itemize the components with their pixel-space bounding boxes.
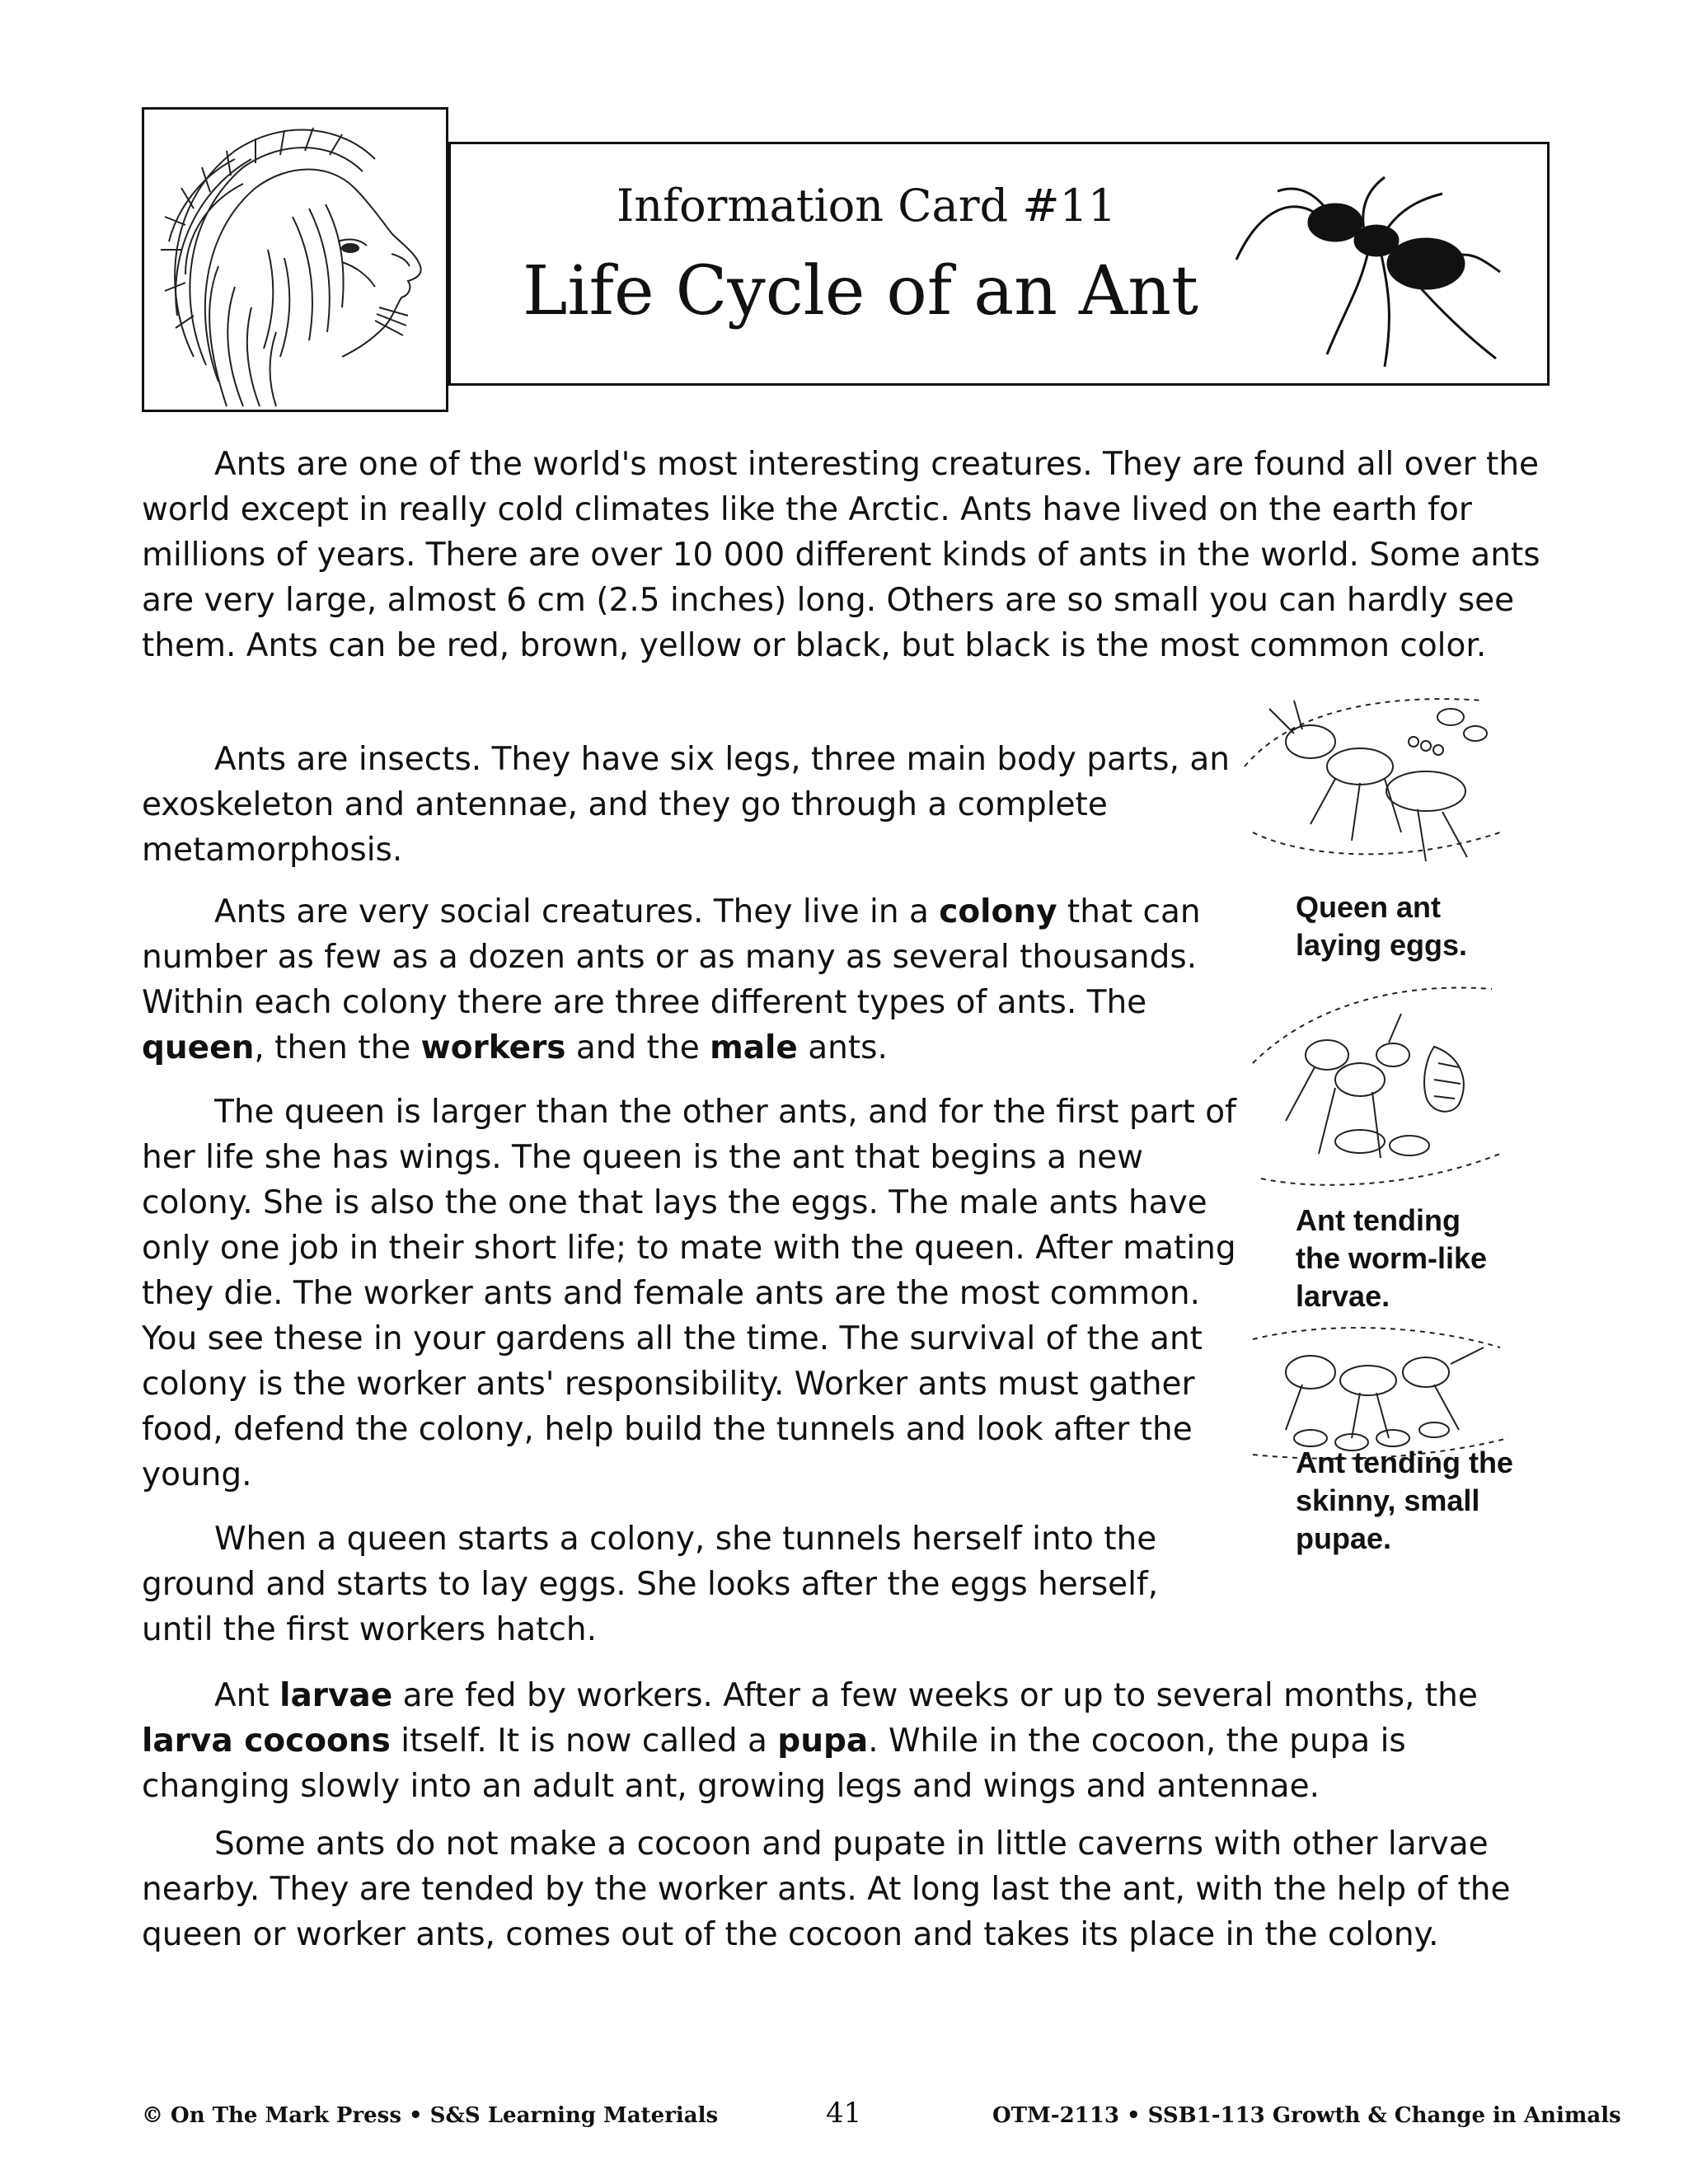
lion-head-illustration (144, 110, 446, 410)
footer-product-code: OTM-2113 • SSB1-113 Growth & Change in Animals (992, 2103, 1621, 2128)
term-colony: colony (939, 893, 1057, 930)
queen-laying-eggs-illustration (1236, 668, 1508, 882)
term-queen: queen (142, 1029, 255, 1066)
lion-illustration-frame (142, 107, 448, 412)
paragraph-social: Ants are very social creatures. They live in a colony that can number as few as a dozen ants or as many as several thousands. Within each colony there are three different types of ants. The queen, then the workers and the male ants. (142, 893, 1201, 1066)
paragraph-roles: The queen is larger than the other ants, and for the first part of her life she has wings. The queen is the ant that begins a new colony. She is also the one that lays the eggs. The male ants have only one job in their short life; to mate with the queen. After mating they die. The worker ants and female ants are the most common. You see these in your gardens all the time. The survival of the ant colony is the worker ants' responsibility. Worker ants must gather food, defend the colony, help build the tunnels and look after the young. (142, 1094, 1236, 1493)
term-larva-cocoons: larva cocoons (142, 1722, 391, 1760)
term-pupa: pupa (777, 1722, 869, 1760)
paragraph-larvae: Ant larvae are fed by workers. After a few weeks or up to several months, the larva cocoons itself. It is now called a pupa. While in the cocoon, the pupa is changing slowly into an adult ant, growing legs and wings and antennae. (142, 1677, 1478, 1805)
card-label: Information Card #11 (617, 180, 1117, 232)
footer-publisher: © On The Mark Press • S&S Learning Materials (142, 2103, 719, 2128)
ant-tending-larvae-illustration (1236, 964, 1508, 1195)
paragraph-intro: Ants are one of the world's most interesting creatures. They are found all over the world except in really cold climates like the Arctic. Ants have lived on the earth for millions of years. There are over 10 000 different kinds of ants in the world. Some ants are very large, almost 6 cm (2.5 inches) long. Others are so small you can hardly see them. Ants can be red, brown, yellow or black, but black is the most common color. (142, 446, 1540, 664)
page-number: 41 (826, 2097, 862, 2130)
term-workers: workers (420, 1029, 566, 1066)
caption-queen-laying-eggs: Queen ant laying eggs. (1296, 890, 1468, 962)
ant-illustration (1228, 173, 1508, 371)
page-title: Life Cycle of an Ant (523, 252, 1198, 330)
caption-ant-tending-larvae: Ant tending the worm-like larvae. (1296, 1203, 1488, 1313)
paragraph-insects: Ants are insects. They have six legs, three main body parts, an exoskeleton and antennae, and they go through a complete metamorphosis. (142, 741, 1230, 869)
paragraph-pupate: Some ants do not make a cocoon and pupate in little caverns with other larvae nearby. They are tended by the worker ants. At long last the ant, with the help of the queen or worker ants, comes out of the cocoon and takes its place in the colony. (142, 1825, 1511, 1953)
term-male: male (710, 1029, 798, 1066)
caption-ant-tending-pupae: Ant tending the skinny, small pupae. (1296, 1446, 1513, 1555)
ant-tending-pupae-illustration (1236, 1315, 1517, 1463)
paragraph-new-colony: When a queen starts a colony, she tunnels herself into the ground and starts to lay eggs. She looks after the eggs herself, until the first workers hatch. (142, 1521, 1159, 1648)
term-larvae: larvae (279, 1677, 393, 1714)
